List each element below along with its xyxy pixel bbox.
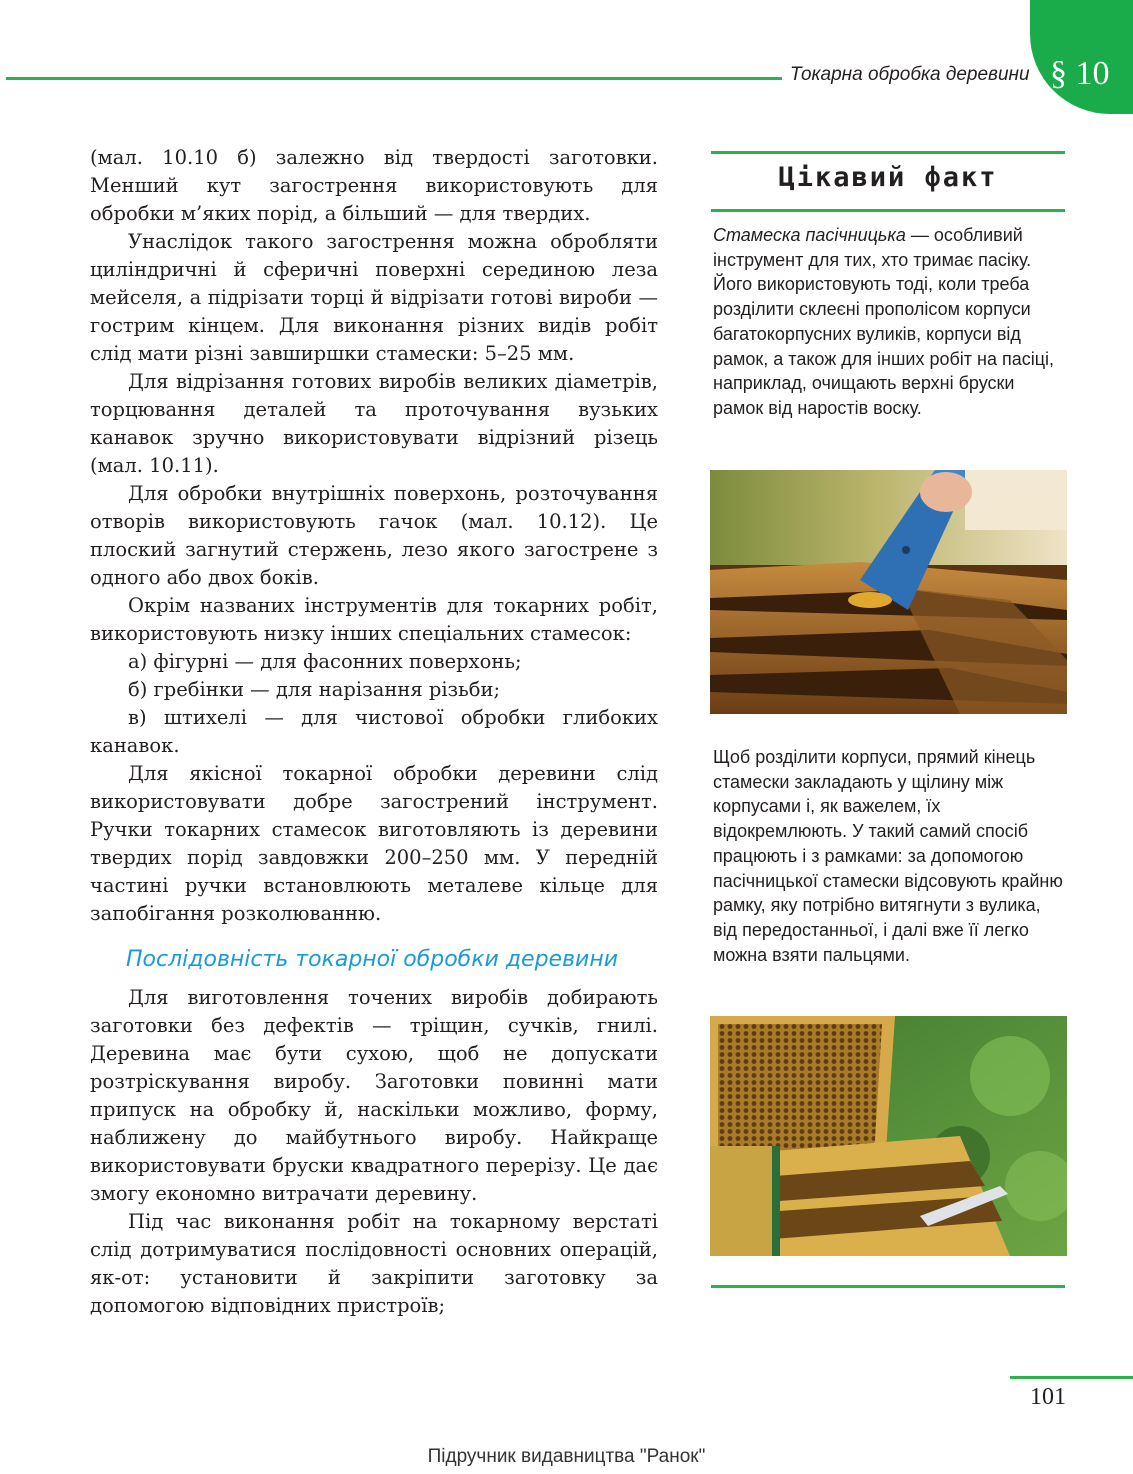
page-number-rule: [1010, 1376, 1133, 1379]
fact-top-rule: [711, 151, 1065, 154]
fact-description: — особливий інструмент для тих, хто тримає пасіку. Його використовують тоді, коли треба розділити склеєні прополісом корпуси багатокорпусних вуликів, корпуси від рамок, а також для інших робіт на пасіці, наприклад, очищають верхні бруски рамок від наростів воску.: [713, 225, 1055, 418]
paragraph: Окрім названих інструментів для токарних робіт, використовують низку інших спеціальних стамесок:: [90, 594, 658, 645]
fact-bottom-rule: [711, 1285, 1065, 1288]
paragraph: (мал. 10.10 б) залежно від твердості заготовки. Менший кут загострення використовують для обробки м’яких порід, а більший — для твердих.: [90, 146, 658, 225]
fact-paragraph: Щоб розділити корпуси, прямий кінець стамески закладають у щілину між корпусами і, як важелем, їх відокремлюють. У такий самий спосіб працюють і з рамками: за допомогою пасічницької стамески відсовують крайню рамку, яку потрібно витягнути з вулика, від передостанньої, і далі вже її легко можна взяти пальцями.: [713, 747, 1063, 965]
photo-hive-frames: [710, 1016, 1067, 1256]
fact-text: [713, 223, 1065, 421]
paragraph: Для відрізання готових виробів великих діаметрів, торцювання деталей та проточування вузьких канавок зручно використовувати відрізний різець (мал. 10.11).: [90, 370, 658, 477]
photo-hive-tool: [710, 470, 1067, 714]
paragraph: Для якісної токарної обробки деревини слід використовувати добре загострений інструмент. Ручки токарних стамесок виготовляють із деревини твердих порід завдовжки 200–250 мм. У передній частині ручки встановлюють металеве кільце для запобігання розколюванню.: [90, 762, 658, 925]
paragraph: Унаслідок такого загострення можна обробляти циліндричні й сферичні поверхні серединою леза мейселя, а підрізати торці й відрізати готові вироби — гострим кінцем. Для виконання різних видів робіт слід мати різні завширшки стамески: 5–25 мм.: [90, 230, 658, 365]
photo-hive-tool-image: [710, 470, 1067, 714]
fact-term: Стамеска пасічницька: [713, 225, 906, 245]
list-item: б) гребінки — для нарізання різьби;: [128, 678, 501, 701]
list-item: а) фігурні — для фасонних поверхонь;: [128, 650, 522, 673]
paragraph: Для виготовлення точених виробів добирають заготовки без дефектів — тріщин, сучків, гнилі. Деревина має бути сухою, щоб не допускати розтріскування виробу. Заготовки повинні мати припуск на обробку й, наскільки можливо, форму, наближену до майбутнього виробу. Найкраще використовувати бруски квадратного перерізу. Це дає змогу економно витрачати деревину.: [90, 986, 658, 1205]
paragraph: Для обробки внутрішніх поверхонь, розточування отворів використовують гачок (мал. 10.12). Це плоский загнутий стержень, лезо якого загострене з одного або двох боків.: [90, 482, 658, 589]
fact-text-continued: [713, 745, 1065, 967]
section-number: § 10: [1050, 55, 1110, 92]
running-header-title: Токарна обробка деревини: [790, 64, 1030, 85]
list-item: в) штихелі — для чистової обробки глибоких канавок.: [90, 706, 658, 757]
main-text-column: [90, 144, 658, 1320]
photo-hive-frames-image: [710, 1016, 1067, 1256]
paragraph: Під час виконання робіт на токарному верстаті слід дотримуватися послідовності основних операцій, як-от: установити й закріпити заготовку за допомогою відповідних пристроїв;: [90, 1210, 658, 1317]
publisher-footer: Підручник видавництва "Ранок": [427, 1446, 706, 1467]
fact-title: Цікавий факт: [778, 162, 998, 193]
page-number: 101: [1030, 1384, 1066, 1410]
section-heading: Послідовність токарної обробки деревини: [126, 947, 619, 972]
fact-title-rule: [711, 209, 1065, 212]
header-rule: [6, 77, 782, 80]
